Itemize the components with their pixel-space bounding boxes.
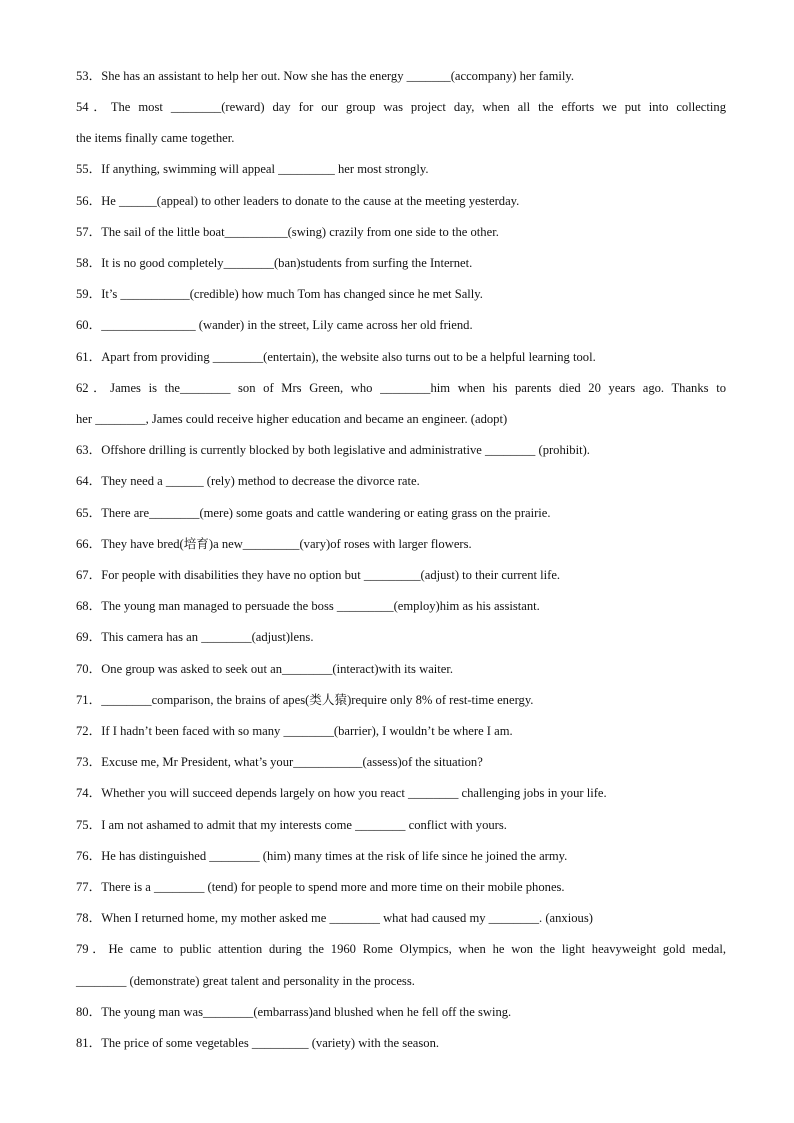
question-81: 81．The price of some vegetables _________ (variety) with the season. [76, 1036, 440, 1050]
question-79-cont: ________ (demonstrate) great talent and personality in the process. [76, 974, 415, 988]
question-71: 71．________comparison, the brains of apes(类人猿)require only 8% of rest-time energy. [76, 693, 534, 707]
question-63: 63．Offshore drilling is currently blocked by both legislative and administrative ________ (prohibit). [76, 443, 590, 457]
question-78: 78．When I returned home, my mother asked me ________ what had caused my ________. (anxious) [76, 911, 593, 925]
question-69: 69．This camera has an ________(adjust)lens. [76, 630, 314, 644]
question-74: 74．Whether you will succeed depends largely on how you react ________ challenging jobs in your life. [76, 786, 607, 800]
question-79: 79．He came to public attention during the 1960 Rome Olympics, when he won the light heavyweight gold medal, [76, 942, 726, 956]
question-58: 58．It is no good completely________(ban)students from surfing the Internet. [76, 256, 473, 270]
question-80: 80．The young man was________(embarrass)and blushed when he fell off the swing. [76, 1005, 512, 1019]
question-60: 60．_______________ (wander) in the street, Lily came across her old friend. [76, 318, 473, 332]
question-61: 61．Apart from providing ________(entertain), the website also turns out to be a helpful learning tool. [76, 350, 596, 364]
question-56: 56．He ______(appeal) to other leaders to donate to the cause at the meeting yesterday. [76, 194, 520, 208]
question-62-cont: her ________, James could receive higher education and became an engineer. (adopt) [76, 412, 508, 426]
question-54: 54．The most ________(reward) day for our group was project day, when all the efforts we put into collecting [76, 100, 726, 114]
question-70: 70．One group was asked to seek out an________(interact)with its waiter. [76, 662, 454, 676]
question-75: 75．I am not ashamed to admit that my interests come ________ conflict with yours. [76, 818, 507, 832]
question-65: 65．There are________(mere) some goats and cattle wandering or eating grass on the prairie. [76, 506, 551, 520]
question-72: 72．If I hadn’t been faced with so many ________(barrier), I wouldn’t be where I am. [76, 724, 513, 738]
question-54-cont: the items finally came together. [76, 131, 235, 145]
question-67: 67．For people with disabilities they have no option but _________(adjust) to their current life. [76, 568, 561, 582]
question-57: 57．The sail of the little boat__________(swing) crazily from one side to the other. [76, 225, 499, 239]
question-64: 64．They need a ______ (rely) method to decrease the divorce rate. [76, 474, 420, 488]
question-77: 77．There is a ________ (tend) for people to spend more and more time on their mobile phones. [76, 880, 565, 894]
question-59: 59．It’s ___________(credible) how much Tom has changed since he met Sally. [76, 287, 483, 301]
question-73: 73．Excuse me, Mr President, what’s your___________(assess)of the situation? [76, 755, 483, 769]
question-62: 62．James is the________ son of Mrs Green, who ________him when his parents died 20 years ago. Thanks to [76, 381, 726, 395]
question-55: 55．If anything, swimming will appeal _________ her most strongly. [76, 162, 429, 176]
question-68: 68．The young man managed to persuade the boss _________(employ)him as his assistant. [76, 599, 540, 613]
question-53: 53．She has an assistant to help her out. Now she has the energy _______(accompany) her family. [76, 69, 575, 83]
question-76: 76．He has distinguished ________ (him) many times at the risk of life since he joined the army. [76, 849, 568, 863]
question-66: 66．They have bred(培育)a new_________(vary)of roses with larger flowers. [76, 537, 472, 551]
